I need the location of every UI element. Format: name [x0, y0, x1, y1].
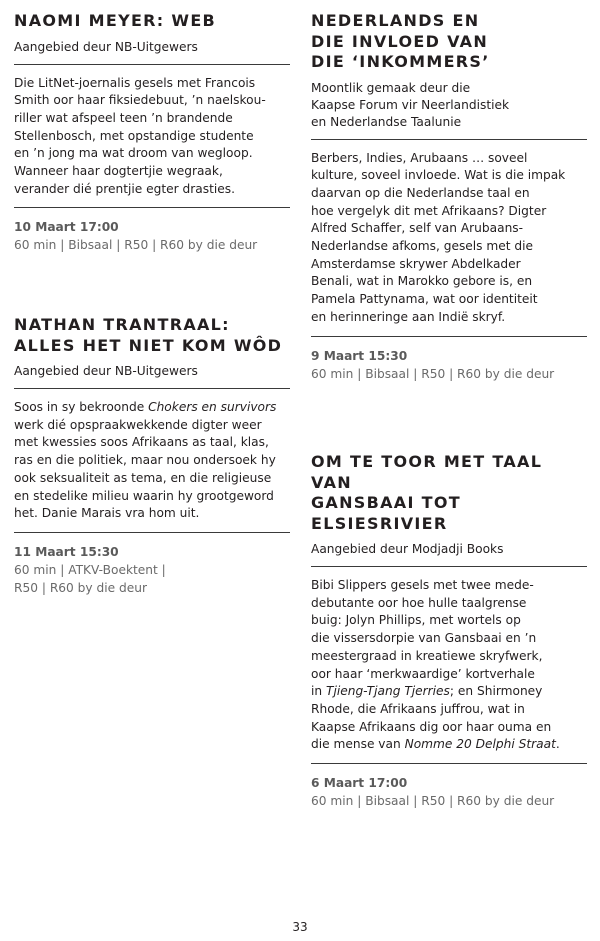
event-details: 60 min | Bibsaal | R50 | R60 by die deur	[311, 794, 555, 809]
book-title: Tjieng-Tjang Tjerries	[326, 684, 450, 699]
event-title: NATHAN TRANTRAAL: ALLES HET NIET KOM WÔD	[14, 315, 283, 355]
event-nederlands-inkommers	[311, 11, 587, 383]
event-presenter: Aangebied deur NB-Uitgewers	[14, 39, 290, 65]
event-description: Die LitNet-joernalis gesels met Francois Smith oor haar fiksiedebuut, ’n naelskou- riller wat afspeel teen ’n brandende Stellenbosch, met opstandige studente en ’n jong ma wat droom van wegloop. Wanneer haar dogtertjie wegraak, verander dié prentjie egter drasties.	[14, 65, 290, 209]
event-datetime: 11 Maart 15:30	[14, 544, 119, 559]
event-title: OM TE TOOR MET TAAL VAN GANSBAAI TOT ELSIESRIVIER	[311, 452, 543, 533]
event-details: 60 min | Bibsaal | R50 | R60 by die deur	[311, 366, 555, 381]
event-presenter: Aangebied deur NB-Uitgewers	[14, 363, 290, 389]
event-om-te-toor	[311, 452, 587, 810]
book-title: Nomme 20 Delphi Straat	[404, 737, 556, 752]
page-number: 33	[292, 920, 308, 934]
event-presenter: Moontlik gemaak deur die Kaapse Forum vir Neerlandistiek en Nederlandse Taalunie	[311, 80, 587, 140]
event-datetime: 10 Maart 17:00	[14, 220, 119, 235]
event-details: 60 min | Bibsaal | R50 | R60 by die deur	[14, 238, 258, 253]
event-title: NEDERLANDS EN DIE INVLOED VAN DIE ‘INKOMMERS’	[311, 11, 490, 71]
event-description: Soos in sy bekroonde Chokers en survivors werk dié opspraakwekkende digter weer met kwessies soos Afrikaans as taal, klas, ras en die politiek, maar nou ondersoek hy ook seksualiteit as tema, en die religieuse en stedelike milieu waarin hy grootgeword het. Danie Marais vra hom uit.	[14, 389, 290, 533]
event-naomi-meyer	[14, 11, 290, 254]
event-nathan-trantraal	[14, 315, 290, 597]
event-details: 60 min | ATKV-Boektent | R50 | R60 by die deur	[14, 562, 166, 595]
event-description: Berbers, Indies, Arubaans … soveel kulture, soveel invloede. Wat is die impak daarvan op die Nederlandse taal en hoe vergelyk dit met Afrikaans? Digter Alfred Schaffer, self van Arubaans- Nederlandse afkoms, gesels met die Amsterdamse skrywer Abdelkader Benali, wat in Marokko gebore is, en Pamela Pattynama, wat oor identiteit en herinneringe aan Indië skryf.	[311, 140, 587, 337]
event-presenter: Aangebied deur Modjadji Books	[311, 541, 587, 567]
event-title: NAOMI MEYER: WEB	[14, 11, 217, 30]
event-description: Bibi Slippers gesels met twee mede- debutante oor hoe hulle taalgrense buig: Jolyn Phillips, met wortels op die vissersdorpie van Gansbaai en ’n meestergraad in kreatiewe skryfwerk, oor haar ‘merkwaardige’ kortverhale in Tjieng-Tjang Tjerries; en Shirmoney Rhode, die Afrikaans juffrou, wat in Kaapse Afrikaans dig oor haar ouma en die mense van Nomme 20 Delphi Straat.	[311, 567, 587, 764]
event-datetime: 9 Maart 15:30	[311, 348, 408, 363]
event-datetime: 6 Maart 17:00	[311, 776, 408, 791]
book-title: Chokers en survivors	[148, 400, 277, 414]
